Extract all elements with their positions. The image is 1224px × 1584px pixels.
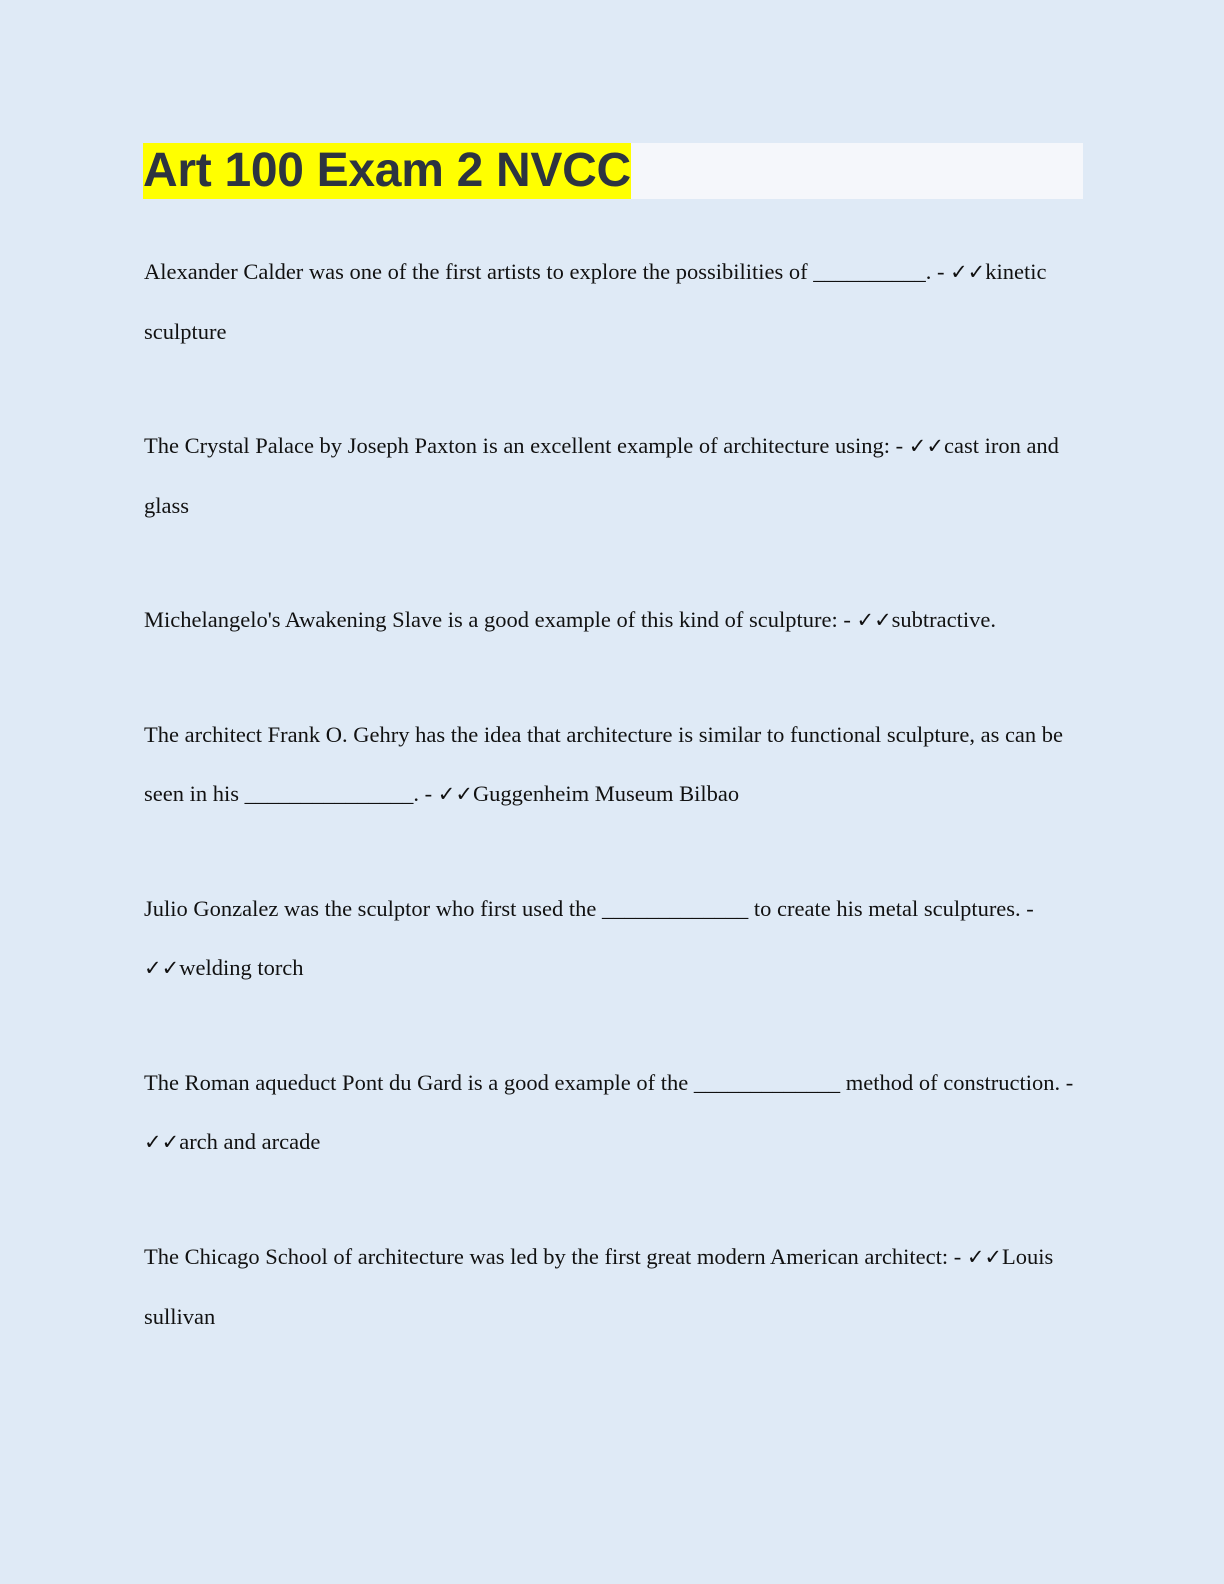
question-list — [144, 242, 1086, 1401]
qa-item — [144, 590, 1086, 650]
question-text: The architect Frank O. Gehry has the idea that architecture is similar to functional sculpture, as can be seen in his _______________. - — [144, 722, 1064, 806]
question-text: Michelangelo's Awakening Slave is a good example of this kind of sculpture: - — [144, 607, 857, 632]
check-mark-icon: ✓✓ — [856, 608, 892, 632]
qa-item — [144, 416, 1086, 535]
answer-text: subtractive. — [891, 607, 997, 632]
question-text: Julio Gonzalez was the sculptor who first used the _____________ to create his metal sculptures. - — [144, 896, 1034, 921]
answer-text: Louis sullivan — [144, 1244, 1054, 1329]
qa-item — [144, 879, 1086, 998]
qa-item — [144, 1053, 1086, 1172]
page-title: Art 100 Exam 2 NVCC — [143, 144, 631, 197]
check-mark-icon: ✓✓ — [966, 1245, 1003, 1269]
check-mark-icon: ✓✓ — [908, 434, 944, 458]
qa-item — [144, 242, 1086, 361]
answer-text: welding torch — [179, 955, 304, 980]
qa-item — [144, 705, 1086, 824]
answer-text: kinetic sculpture — [144, 259, 1047, 344]
title-bar — [143, 143, 1083, 199]
question-text: Alexander Calder was one of the first artists to explore the possibilities of __________. - — [144, 259, 951, 284]
qa-item — [144, 1227, 1086, 1346]
check-mark-icon: ✓✓ — [144, 956, 180, 980]
question-text: The Chicago School of architecture was led by the first great modern American architect: - — [144, 1244, 967, 1269]
question-text: The Roman aqueduct Pont du Gard is a good example of the _____________ method of construction. - — [144, 1070, 1074, 1095]
question-text: The Crystal Palace by Joseph Paxton is an excellent example of architecture using: - — [144, 433, 909, 458]
answer-text: cast iron and glass — [144, 433, 1059, 518]
answer-text: arch and arcade — [179, 1129, 321, 1154]
answer-text: Guggenheim Museum Bilbao — [472, 781, 740, 806]
check-mark-icon: ✓✓ — [437, 782, 473, 806]
check-mark-icon: ✓✓ — [144, 1130, 180, 1154]
check-mark-icon: ✓✓ — [950, 260, 986, 284]
